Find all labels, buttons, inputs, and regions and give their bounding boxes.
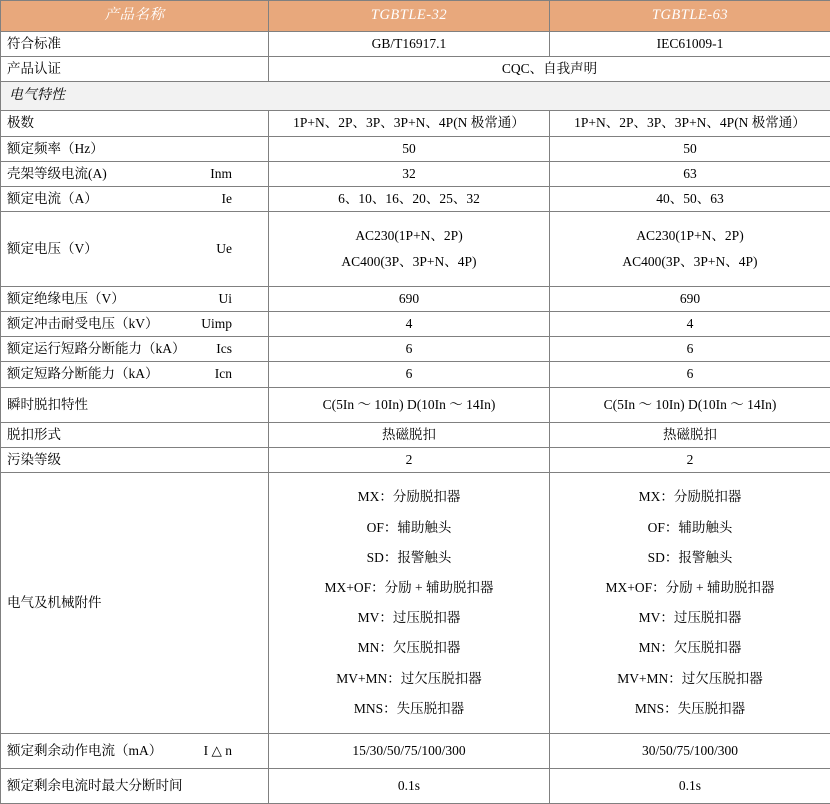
row-label-text: 壳架等级电流(A): [7, 165, 107, 183]
row-label-symbol: I △ n: [204, 742, 262, 760]
row-value-model-1: [269, 337, 550, 362]
value-line: 30/50/75/100/300: [556, 742, 824, 760]
header-cell-model-2: TGBTLE-63: [550, 1, 830, 32]
value-line: 4: [556, 315, 824, 333]
row-label-symbol: Inm: [210, 165, 262, 183]
table-row: [1, 387, 830, 422]
value-line: MX：分励脱扣器: [275, 488, 543, 506]
row-value-model-1: [269, 32, 550, 57]
row-label-text: 产品认证: [7, 60, 262, 78]
row-label: [1, 734, 269, 769]
value-line: 6、10、16、20、25、32: [275, 190, 543, 208]
table-row: [1, 111, 830, 136]
value-line: MNS：失压脱扣器: [275, 700, 543, 718]
table-row: [1, 187, 830, 212]
value-line: MN：欠压脱扣器: [556, 639, 824, 657]
row-value-model-2: [550, 734, 830, 769]
row-value-model-2: [550, 362, 830, 387]
row-label-text: 额定冲击耐受电压（kV）: [7, 315, 159, 333]
row-label-text: 额定电流（A）: [7, 190, 98, 208]
row-label: [1, 187, 269, 212]
value-line: MV+MN：过欠压脱扣器: [275, 670, 543, 688]
value-line: AC400(3P、3P+N、4P): [556, 253, 824, 271]
row-label: [1, 362, 269, 387]
value-line: SD：报警触头: [275, 549, 543, 567]
table-row: [1, 212, 830, 286]
row-label-symbol: Ue: [216, 240, 262, 258]
value-line: 1P+N、2P、3P、3P+N、4P(N 极常通）: [556, 114, 824, 132]
row-value-model-2: [550, 448, 830, 473]
row-value-model-2: [550, 422, 830, 447]
value-line: MX+OF：分励 + 辅助脱扣器: [275, 579, 543, 597]
row-value-model-1: [269, 136, 550, 161]
row-label: [1, 422, 269, 447]
value-line: 15/30/50/75/100/300: [275, 742, 543, 760]
row-label: [1, 57, 269, 82]
table-row: [1, 769, 830, 804]
row-value-model-1: [269, 769, 550, 804]
row-value-model-2: [550, 769, 830, 804]
row-value-model-2: [550, 32, 830, 57]
header-cell-model-1: TGBTLE-32: [269, 1, 550, 32]
row-label-text: 额定绝缘电压（V）: [7, 290, 125, 308]
row-value-model-1: [269, 111, 550, 136]
value-line: MX+OF：分励 + 辅助脱扣器: [556, 579, 824, 597]
row-label-text: 脱扣形式: [7, 426, 262, 444]
value-line: 热磁脱扣: [275, 426, 543, 444]
value-line: MV+MN：过欠压脱扣器: [556, 670, 824, 688]
row-label: [1, 111, 269, 136]
row-label: [1, 387, 269, 422]
value-line: 50: [275, 140, 543, 158]
row-label: [1, 448, 269, 473]
row-label-symbol: Ics: [216, 340, 262, 358]
table-row: [1, 161, 830, 186]
value-line: 690: [275, 290, 543, 308]
row-label-text: 额定电压（V）: [7, 240, 98, 258]
table-row: [1, 136, 830, 161]
table-row: [1, 32, 830, 57]
table-row: [1, 362, 830, 387]
row-label: [1, 161, 269, 186]
table-row: [1, 448, 830, 473]
row-value-model-1: [269, 286, 550, 311]
section-header-row: [1, 82, 830, 111]
row-value-model-2: [550, 212, 830, 286]
row-value-model-2: [550, 111, 830, 136]
row-value-model-1: [269, 387, 550, 422]
row-value-model-2: [550, 473, 830, 734]
value-line: MNS：失压脱扣器: [556, 700, 824, 718]
section-title: 电气特性: [1, 82, 830, 111]
row-value-model-1: [269, 473, 550, 734]
row-value-model-1: [269, 422, 550, 447]
row-value-model-2: [550, 311, 830, 336]
value-line: 690: [556, 290, 824, 308]
row-label-text: 额定频率（Hz）: [7, 140, 262, 158]
row-label-text: 额定短路分断能力（kA）: [7, 365, 159, 383]
value-line: C(5In ～ 10In) D(10In ～ 14In): [275, 396, 543, 414]
value-line: IEC61009-1: [556, 35, 824, 53]
row-label-text: 瞬时脱扣特性: [7, 396, 262, 414]
row-value-model-1: [269, 362, 550, 387]
row-label-symbol: Ie: [222, 190, 263, 208]
row-value-model-2: [550, 387, 830, 422]
table-row: [1, 734, 830, 769]
row-label: [1, 286, 269, 311]
row-value-model-1: [269, 311, 550, 336]
row-value-model-2: [550, 337, 830, 362]
row-label: [1, 769, 269, 804]
value-line: 0.1s: [275, 777, 543, 795]
row-value-model-2: [550, 136, 830, 161]
row-value-model-2: [550, 286, 830, 311]
row-label-text: 符合标准: [7, 35, 262, 53]
value-line: 63: [556, 165, 824, 183]
row-value-model-1: [269, 187, 550, 212]
table-row: [1, 422, 830, 447]
row-label-text: 额定运行短路分断能力（kA）: [7, 340, 186, 358]
value-line: MV：过压脱扣器: [556, 609, 824, 627]
row-label-text: 极数: [7, 114, 262, 132]
value-line: 0.1s: [556, 777, 824, 795]
row-label: [1, 212, 269, 286]
row-value-model-2: [550, 187, 830, 212]
row-label-text: 污染等级: [7, 451, 262, 469]
row-label: [1, 311, 269, 336]
value-line: 热磁脱扣: [556, 426, 824, 444]
value-line: SD：报警触头: [556, 549, 824, 567]
value-line: 2: [275, 451, 543, 469]
value-line: 6: [556, 340, 824, 358]
row-label-symbol: Ui: [219, 290, 263, 308]
value-line: AC230(1P+N、2P): [556, 227, 824, 245]
row-label-symbol: Icn: [215, 365, 262, 383]
value-line: 2: [556, 451, 824, 469]
value-line: AC400(3P、3P+N、4P): [275, 253, 543, 271]
value-line: CQC、自我声明: [275, 60, 824, 78]
value-line: AC230(1P+N、2P): [275, 227, 543, 245]
row-label-symbol: Uimp: [201, 315, 262, 333]
row-label-text: 额定剩余电流时最大分断时间: [7, 777, 262, 795]
value-line: 1P+N、2P、3P、3P+N、4P(N 极常通）: [275, 114, 543, 132]
value-line: MX：分励脱扣器: [556, 488, 824, 506]
value-line: C(5In ～ 10In) D(10In ～ 14In): [556, 396, 824, 414]
value-line: 6: [275, 365, 543, 383]
value-line: OF：辅助触头: [556, 519, 824, 537]
row-label: [1, 32, 269, 57]
row-label-text: 电气及机械附件: [7, 594, 262, 612]
value-line: MV：过压脱扣器: [275, 609, 543, 627]
table-row: [1, 57, 830, 82]
table-row-accessories: [1, 473, 830, 734]
row-label: [1, 473, 269, 734]
row-label-text: 额定剩余动作电流（mA）: [7, 742, 162, 760]
value-line: 40、50、63: [556, 190, 824, 208]
value-line: 32: [275, 165, 543, 183]
row-value-model-1: [269, 448, 550, 473]
value-line: OF：辅助触头: [275, 519, 543, 537]
row-value-model-1: [269, 212, 550, 286]
row-label: [1, 136, 269, 161]
value-line: 4: [275, 315, 543, 333]
row-value-model-1: [269, 734, 550, 769]
table-row: [1, 337, 830, 362]
value-line: 50: [556, 140, 824, 158]
value-line: MN：欠压脱扣器: [275, 639, 543, 657]
table-row: [1, 311, 830, 336]
row-value-model-1: [269, 161, 550, 186]
row-label: [1, 337, 269, 362]
value-line: 6: [275, 340, 543, 358]
header-cell-product-name: 产品名称: [1, 1, 269, 32]
value-line: GB/T16917.1: [275, 35, 543, 53]
row-value-model-2: [550, 161, 830, 186]
value-line: 6: [556, 365, 824, 383]
row-value-merged: [269, 57, 830, 82]
table-row: [1, 286, 830, 311]
table-header-row: [1, 1, 830, 32]
